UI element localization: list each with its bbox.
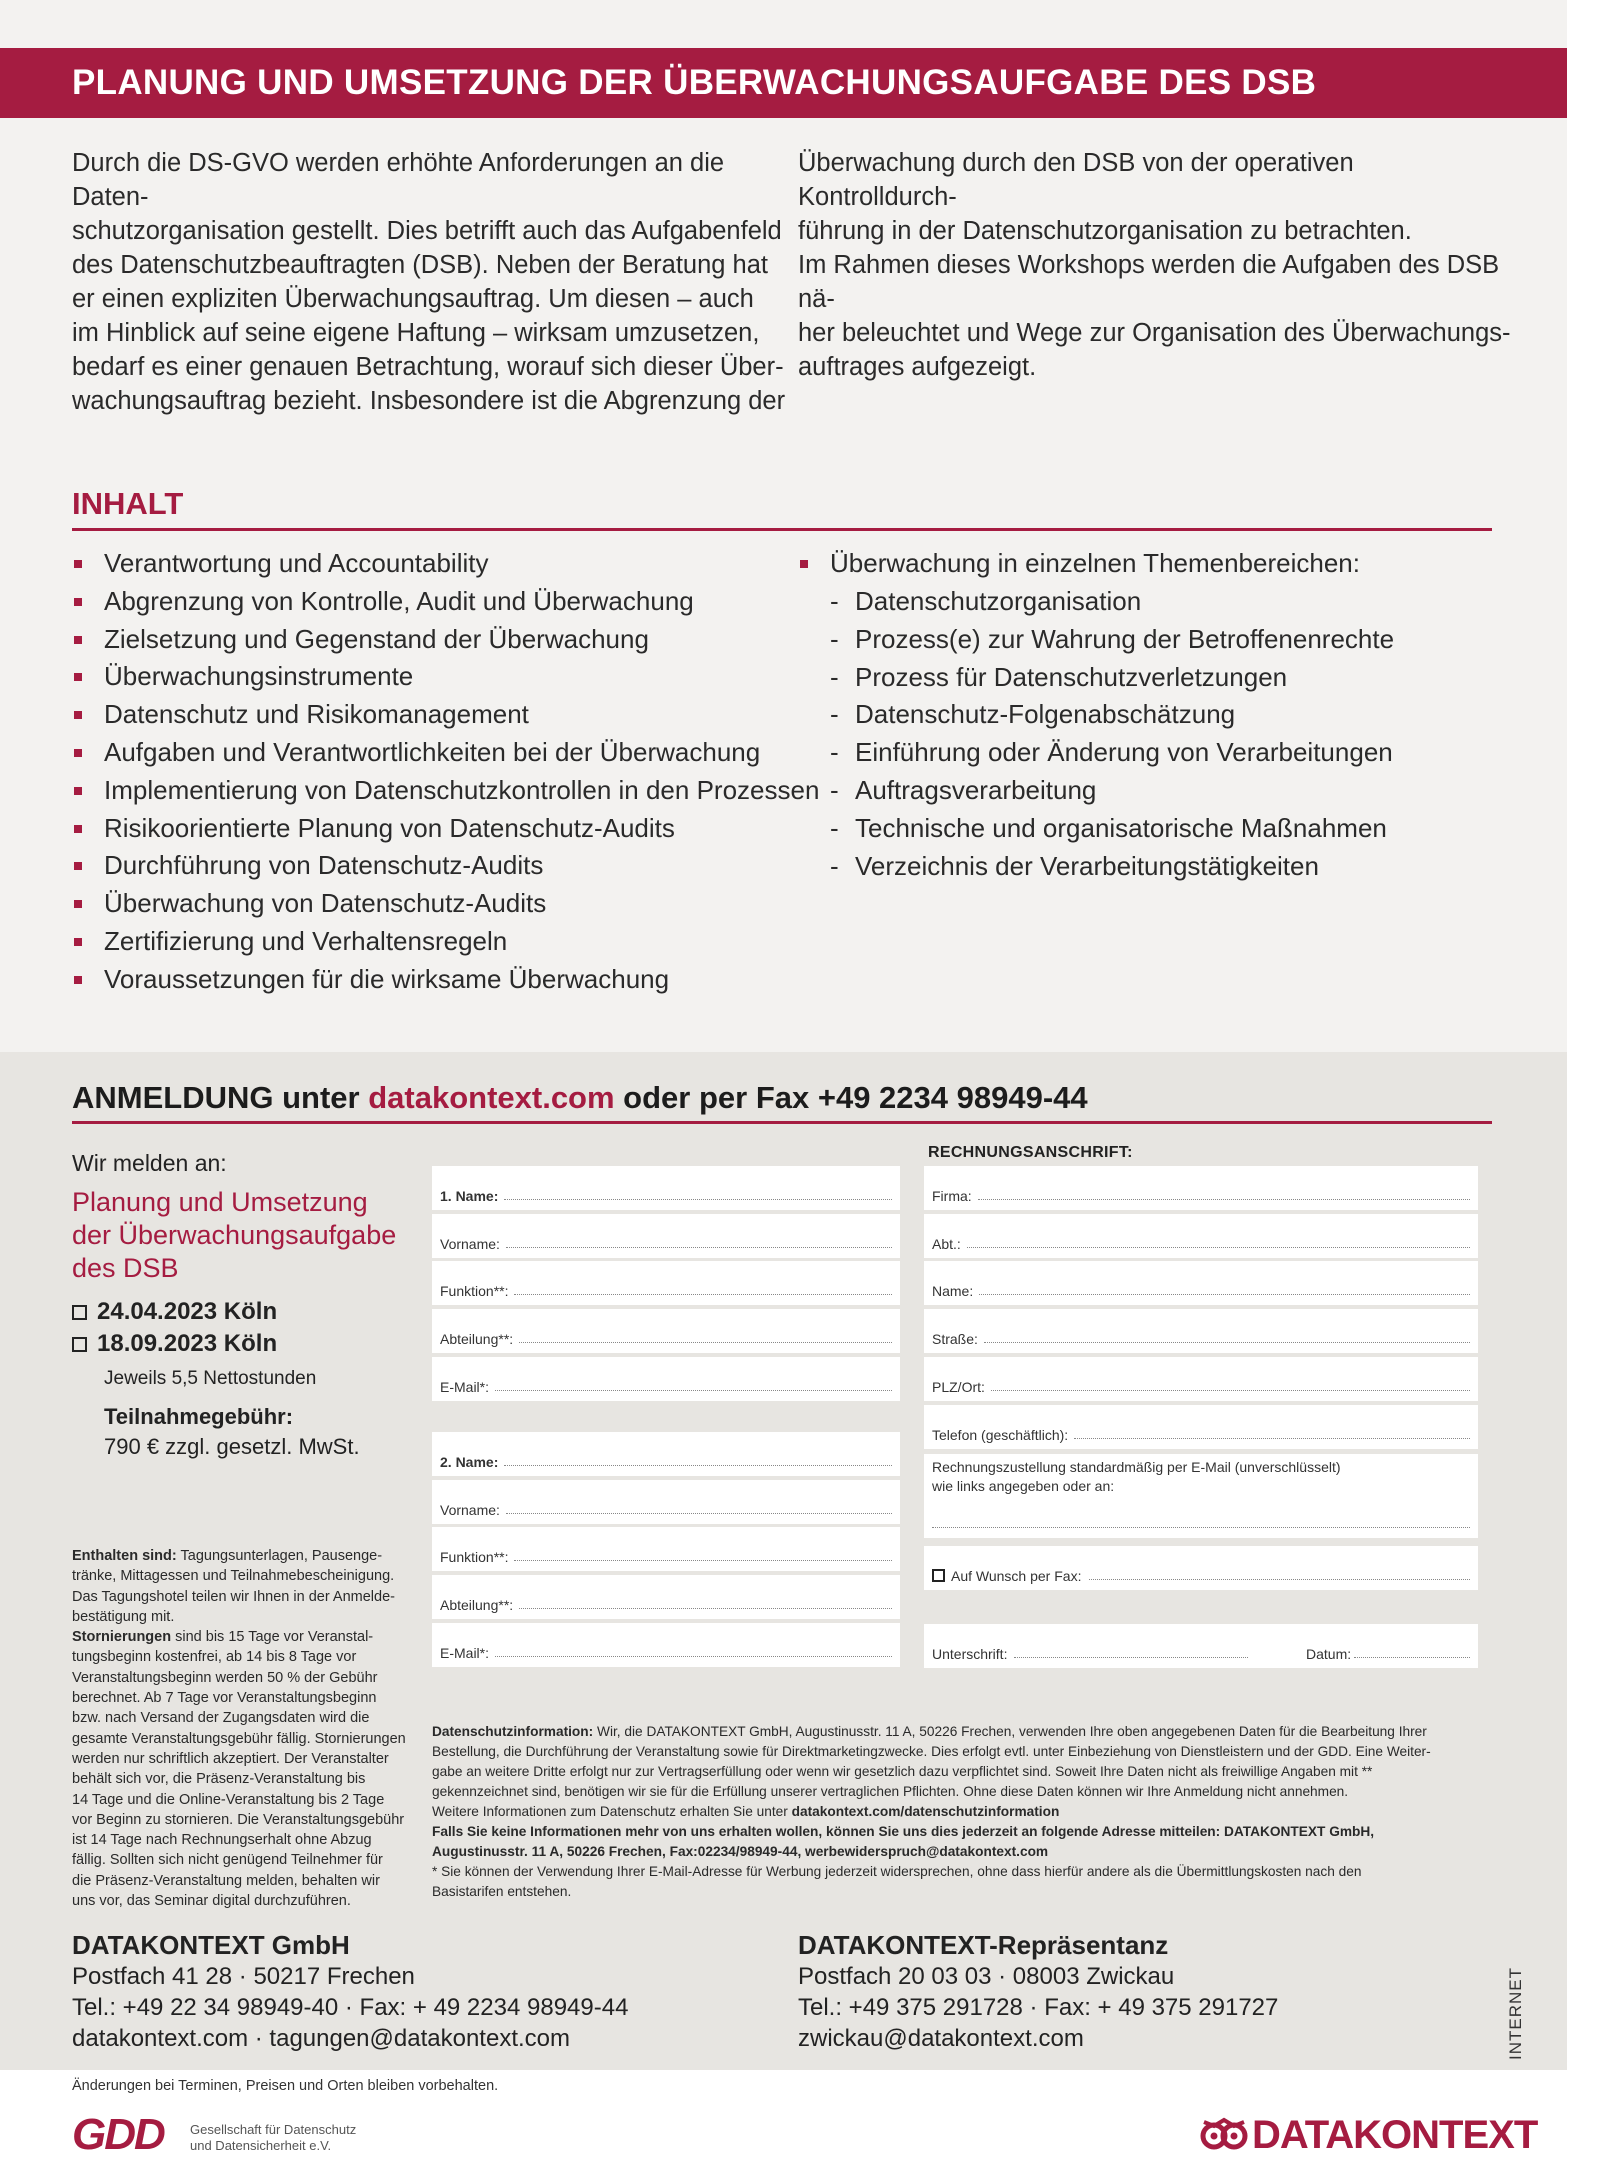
form-field[interactable] [432, 1432, 900, 1476]
invoice-note: Rechnungszustellung standardmäßig per E-Mail (unverschlüsselt) wie links angegeben oder an: [932, 1459, 1341, 1494]
field-dots [514, 1294, 892, 1295]
sub-list-item-text: Datenschutzorganisation [855, 586, 1142, 616]
gdd-name: Gesellschaft für Datenschutz und Datensicherheit e.V. [190, 2122, 357, 2153]
field-label: 2. Name: [440, 1454, 499, 1470]
duration: Jeweils 5,5 Nettostunden [104, 1368, 317, 1389]
bullet-icon [74, 825, 82, 833]
bullet-icon [74, 673, 82, 681]
date-option-1[interactable] [72, 1298, 277, 1326]
signature-label: Unterschrift: [932, 1646, 1008, 1662]
list-item [72, 923, 819, 961]
sub-list-item [830, 583, 1394, 621]
list-item-text: Durchführung von Datenschutz-Audits [104, 850, 544, 881]
date-field-label: Datum: [1306, 1646, 1352, 1662]
field-dots [1089, 1579, 1470, 1580]
field-label: Straße: [932, 1331, 978, 1348]
sub-list-item [830, 848, 1394, 886]
inhalt-rule [72, 528, 1492, 531]
list-item [72, 583, 819, 621]
sub-list-item [830, 621, 1394, 659]
bullet-icon [74, 636, 82, 644]
billing-heading: RECHNUNGSANSCHRIFT: [928, 1144, 1133, 1161]
field-label: Vorname: [440, 1501, 500, 1518]
bullet-icon [74, 900, 82, 908]
contact-address: Postfach 41 28 · 50217 Frechen [72, 1963, 415, 1990]
field-label: Name: [932, 1283, 974, 1300]
form-field[interactable] [432, 1575, 900, 1619]
terms-text [72, 1546, 412, 1911]
field-label: Funktion**: [440, 1283, 509, 1300]
list-item [72, 885, 819, 923]
form-field[interactable] [432, 1527, 900, 1571]
bullet-icon [74, 598, 82, 606]
contact-web[interactable]: datakontext.com · tagungen@datakontext.com [72, 2025, 570, 2052]
internet-label: INTERNET [1506, 1967, 1525, 2060]
sub-list-item [830, 659, 1394, 697]
inhalt-heading: INHALT [72, 486, 184, 521]
bullet-icon [74, 711, 82, 719]
field-label: Telefon (geschäftlich): [932, 1426, 1069, 1443]
bullet-icon [74, 560, 82, 568]
list-item [72, 961, 819, 999]
field-dots [504, 1199, 892, 1200]
field-dots [514, 1560, 892, 1561]
field-dots [506, 1247, 892, 1248]
list-item [798, 545, 1360, 583]
list-item-text: Überwachung von Datenschutz-Audits [104, 888, 547, 919]
invoice-note-box[interactable] [924, 1454, 1478, 1538]
form-field[interactable] [924, 1214, 1478, 1258]
sub-list-item [830, 772, 1394, 810]
fax-option-field[interactable] [924, 1546, 1478, 1590]
field-label: PLZ/Ort: [932, 1378, 985, 1395]
field-dots [1074, 1438, 1470, 1439]
fee-value: 790 € zzgl. gesetzl. MwSt. [104, 1434, 360, 1459]
field-dots [506, 1513, 892, 1514]
field-dots [979, 1294, 1470, 1295]
sub-list-item-text: Auftragsverarbeitung [855, 774, 1097, 805]
contact-address: Postfach 20 03 03 · 08003 Zwickau [798, 1963, 1175, 1990]
terms-label: Enthalten sind: [72, 1548, 177, 1564]
dash-icon: - [830, 737, 839, 768]
field-label: Firma: [932, 1188, 972, 1204]
list-item-text: Risikoorientierte Planung von Datenschutz-Audits [104, 812, 675, 843]
field-dots [495, 1390, 892, 1391]
we-register-label: Wir melden an: [72, 1150, 227, 1176]
field-label: Abteilung**: [440, 1331, 514, 1348]
sub-list-item-text: Technische und organisatorische Maßnahmen [855, 812, 1387, 843]
date-label: 18.09.2023 Köln [97, 1330, 278, 1357]
bullet-icon [74, 749, 82, 757]
field-label: 1. Name: [440, 1188, 499, 1204]
page-title: PLANUNG UND UMSETZUNG DER ÜBERWACHUNGSAUFGABE DES DSB [72, 63, 1317, 102]
field-label: Abteilung**: [440, 1597, 514, 1614]
contact-web[interactable]: zwickau@datakontext.com [798, 2025, 1084, 2052]
field-dots [495, 1656, 892, 1657]
form-field[interactable] [432, 1309, 900, 1353]
checkbox-icon[interactable] [932, 1569, 945, 1582]
registration-prefix: ANMELDUNG unter [72, 1080, 369, 1115]
dash-icon: - [830, 850, 839, 881]
form-field[interactable] [924, 1166, 1478, 1210]
form-field[interactable] [924, 1405, 1478, 1449]
contact-frechen [72, 1930, 628, 2054]
dash-icon: - [830, 812, 839, 843]
registration-title [72, 1080, 1088, 1116]
privacy-footnote: * Sie können der Verwendung Ihrer E-Mail-Adresse für Werbung jederzeit widersprechen, ohne dass hierfür andere als die Übermittlungskosten nach den Basistarifen entstehen. [432, 1864, 1362, 1899]
dash-icon: - [830, 623, 839, 654]
gdd-logo: GDD [72, 2110, 164, 2159]
list-item [72, 658, 819, 696]
fax-option-label [932, 1568, 1081, 1584]
field-label: Funktion**: [440, 1549, 509, 1566]
list-item-text: Voraussetzungen für die wirksame Überwachung [104, 963, 670, 994]
list-item-text: Zertifizierung und Verhaltensregeln [104, 925, 508, 956]
signature-field[interactable] [924, 1624, 1478, 1668]
contact-name: DATAKONTEXT-Repräsentanz [798, 1930, 1169, 1960]
field-dots [1354, 1657, 1470, 1658]
dash-icon: - [830, 699, 839, 730]
list-item [72, 847, 819, 885]
field-label: Vorname: [440, 1235, 500, 1252]
list-item-text: Zielsetzung und Gegenstand der Überwachung [104, 623, 649, 654]
contact-zwickau [798, 1930, 1278, 2054]
bullet-icon [74, 976, 82, 984]
bullet-icon [800, 560, 808, 568]
field-dots [1014, 1657, 1248, 1658]
bullet-icon [74, 787, 82, 795]
cancellation-label: Stornierungen [72, 1629, 172, 1646]
form-field[interactable] [924, 1309, 1478, 1353]
inhalt-list-left [72, 545, 819, 999]
changes-note: Änderungen bei Terminen, Preisen und Orten bleiben vorbehalten. [72, 2078, 499, 2094]
dash-icon: - [830, 774, 839, 805]
date-option-2[interactable] [72, 1330, 277, 1358]
list-item [72, 621, 819, 659]
invoice-dots [932, 1527, 1470, 1528]
list-item-text: Abgrenzung von Kontrolle, Audit und Überwachung [104, 585, 694, 616]
datakontext-logo: DATAKONTEXT [1252, 2113, 1538, 2157]
list-item [72, 696, 819, 734]
form-field[interactable] [432, 1214, 900, 1258]
sub-list-item [830, 696, 1394, 734]
contact-name: DATAKONTEXT GmbH [72, 1930, 350, 1960]
form-field[interactable] [924, 1261, 1478, 1305]
intro-right-p1: Überwachung durch den DSB von der operativen Kontrolldurch- führung in der Datenschutzorganisation zu betrachten. [798, 149, 1412, 245]
contact-phone: Tel.: +49 375 291728 · Fax: + 49 375 291727 [798, 1994, 1279, 2021]
date-label: 24.04.2023 Köln [97, 1298, 278, 1325]
form-field[interactable] [432, 1261, 900, 1305]
owl-logo-icon [1200, 2114, 1248, 2158]
field-dots [504, 1465, 892, 1466]
bullet-icon [74, 938, 82, 946]
registration-rule [72, 1121, 1492, 1124]
privacy-body: Wir, die DATAKONTEXT GmbH, Augustinusstr. 11 A, 50226 Frechen, verwenden Ihre oben angegebenen Daten für die Bearbeitung Ihrer Bestellung, die Durchführung der Veranstaltung sowie für Direktmarketingzwecke. Dies erfolgt evtl. unter Einbeziehung von Dienstleistern und der GDD. Eine Weiter- gabe an weitere Dritte erfolgt nur zur Vertragserfüllung oder wenn wir gesetzlich dazu verpflichtet sind. Soweit Ihre Daten nicht als freiwillige Angaben mit ** gekennzeichnet sind, benötigen wir sie für die Erfüllung unserer vertraglichen Pflichten. Ohne diese Daten können wir Ihre Anmeldung nicht annehmen. Weitere Informationen zum Datenschutz erhalten Sie unter [432, 1724, 1431, 1819]
sub-list-item-text: Prozess für Datenschutzverletzungen [855, 661, 1288, 692]
intro-left: Durch die DS-GVO werden erhöhte Anforderungen an die Daten- schutzorganisation gestellt. Dies betrifft auch das Aufgabenfeld des Datenschutzbeauftragten (DSB). Neben der Beratung hat er einen expliziten Überwachungsauftrag. Um diesen – auch im Hinblick auf seine eigene Haftung – wirksam umzusetzen, bedarf es einer genauen Betrachtung, worauf sich dieser Über- wachungsauftrag bezieht. Insbesondere ist die Abgrenzung der [72, 149, 786, 415]
fax-option-text: Auf Wunsch per Fax: [951, 1568, 1082, 1584]
privacy-opt-out: Falls Sie keine Informationen mehr von uns erhalten wollen, können Sie uns dies jederzeit an folgende Adresse mitteilen: DATAKONTEXT GmbH, Augustinusstr. 11 A, 50226 Frechen, Fax:02234/98949-44, werbewiderspruch@datakontext.com [432, 1824, 1375, 1859]
sub-list-item-text: Prozess(e) zur Wahrung der Betroffenenrechte [855, 623, 1395, 654]
checkbox-icon[interactable] [72, 1337, 87, 1352]
sub-list-item [830, 734, 1394, 772]
list-item [72, 810, 819, 848]
list-item [72, 734, 819, 772]
list-item-text: Implementierung von Datenschutzkontrollen in den Prozessen [104, 774, 820, 805]
list-item-text: Überwachungsinstrumente [104, 661, 414, 692]
event-title: Planung und Umsetzung der Überwachungsaufgabe des DSB [72, 1187, 397, 1283]
sub-list-item-text: Einführung oder Änderung von Verarbeitungen [855, 737, 1393, 768]
sub-list-item [830, 810, 1394, 848]
form-field[interactable] [432, 1623, 900, 1667]
field-label: E-Mail*: [440, 1644, 490, 1661]
checkbox-icon[interactable] [72, 1305, 87, 1320]
form-field[interactable] [432, 1166, 900, 1210]
list-item [72, 545, 819, 583]
inhalt-list-right [798, 545, 1360, 583]
list-item-text: Datenschutz und Risikomanagement [104, 699, 529, 730]
field-label: Abt.: [932, 1235, 961, 1252]
privacy-link[interactable]: datakontext.com/datenschutzinformation [791, 1804, 1060, 1819]
list-item-text: Aufgaben und Verantwortlichkeiten bei der Überwachung [104, 736, 761, 767]
fee-label: Teilnahmegebühr: [104, 1404, 294, 1429]
registration-fax: oder per Fax +49 2234 98949-44 [614, 1080, 1088, 1115]
intro-right-p2: Im Rahmen dieses Workshops werden die Aufgaben des DSB nä- her beleuchtet und Wege zur Organisation des Überwachungs- auftrages aufgezeigt. [798, 251, 1511, 381]
inhalt-sublist [830, 583, 1394, 885]
sub-list-item-text: Datenschutz-Folgenabschätzung [855, 699, 1236, 730]
form-field[interactable] [432, 1357, 900, 1401]
privacy-info [432, 1722, 1502, 1902]
form-field[interactable] [924, 1357, 1478, 1401]
field-label: E-Mail*: [440, 1378, 490, 1395]
field-dots [991, 1390, 1470, 1391]
sub-list-item-text: Verzeichnis der Verarbeitungstätigkeiten [855, 850, 1319, 881]
contact-phone: Tel.: +49 22 34 98949-40 · Fax: + 49 2234 98949-44 [72, 1994, 629, 2021]
list-item-text: Verantwortung und Accountability [104, 548, 489, 578]
list-item [72, 772, 819, 810]
registration-link[interactable]: datakontext.com [368, 1080, 615, 1115]
field-dots [519, 1608, 892, 1609]
form-field[interactable] [432, 1480, 900, 1524]
field-dots [984, 1342, 1470, 1343]
dash-icon: - [830, 586, 839, 616]
privacy-label: Datenschutzinformation: [432, 1724, 594, 1739]
dash-icon: - [830, 661, 839, 692]
field-dots [519, 1342, 892, 1343]
list-item-text: Überwachung in einzelnen Themenbereichen: [830, 548, 1360, 578]
field-dots [978, 1199, 1470, 1200]
terms-body: Tagungsunterlagen, Pausenge- tränke, Mittagessen und Teilnahmebescheinigung. Das Tagungshotel teilen wir Ihnen in der Anmelde- bestätigung mit. [72, 1548, 395, 1625]
field-dots [967, 1247, 1470, 1248]
cancellation-body: sind bis 15 Tage vor Veranstal- tungsbeginn kostenfrei, ab 14 bis 8 Tage vor Veranstaltungsbeginn werden 50 % der Gebühr berechnet. Ab 7 Tage vor Veranstaltungsbeginn bzw. nach Versand der Zugangsdaten wird die gesamte Veranstaltungsgebühr fällig. Stornierungen werden nur schriftlich akzeptiert. Der Veranstalter behält sich vor, die Präsenz-Veranstaltung bis 14 Tage und die Online-Veranstaltung bis 2 Tage vor Beginn zu stornieren. Die Veranstaltungsgebühr ist 14 Tage nach Rechnungserhalt ohne Abzug fällig. Sollten sich nicht genügend Teilnehmer für die Präsenz-Veranstaltung melden, behalten wir uns vor, das Seminar digital durchzuführen. [72, 1629, 406, 1910]
bullet-icon [74, 862, 82, 870]
